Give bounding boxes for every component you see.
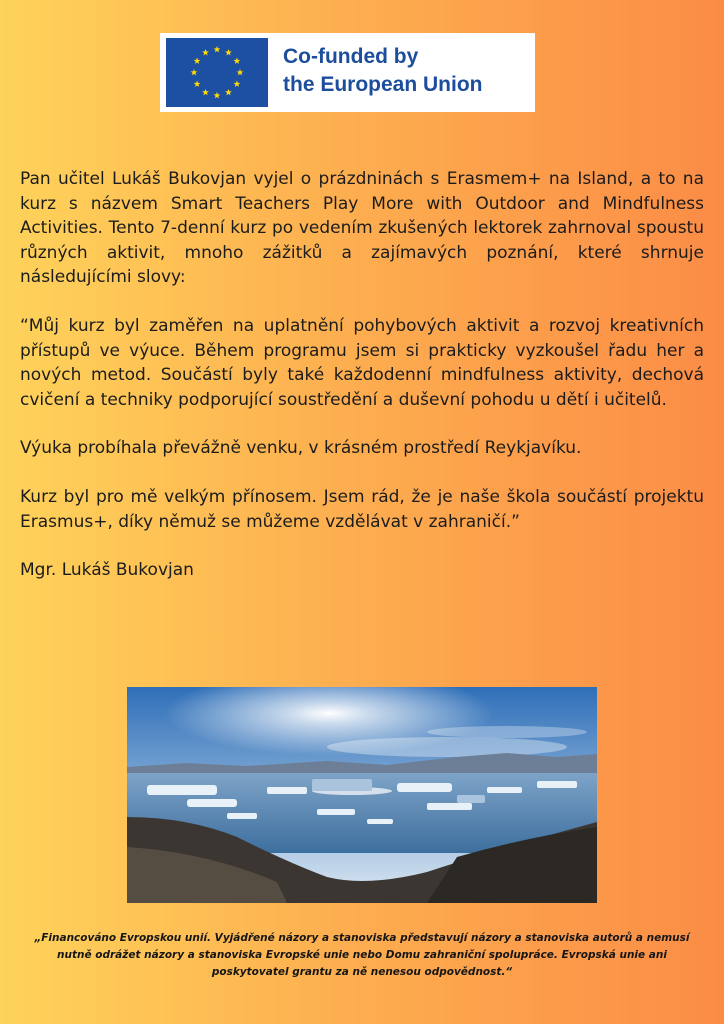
eu-banner-text	[283, 43, 483, 99]
quote-paragraph-2: Výuka probíhala převážně venku, v krásném prostředí Reykjavíku.	[20, 438, 582, 459]
eu-banner-line1: Co-funded by	[283, 45, 419, 68]
intro-paragraph: Pan učitel Lukáš Bukovjan vyjel o prázdninách s Erasmem+ na Island, a to na kurz s názvem Smart Teachers Play More with Outdoor and Mindfulness Activities. Tento 7-denní kurz po vedením zkušených lektorek zahrnoval spoustu různých aktivit, mnoho zážitků a zajímavých poznání, které shrnuje následujícími slovy:	[20, 169, 704, 288]
eu-disclaimer: „Financováno Evropskou unií. Vyjádřené názory a stanoviska představují názory a stanoviska autorů a nemusí nutně odrážet názory a stanoviska Evropské unie nebo Domu zahraniční spolupráce. Evropská unie ani poskytovatel grantu za ně nenesou odpovědnost.“	[34, 932, 690, 978]
quote-paragraph-1: “Můj kurz byl zaměřen na uplatnění pohybových aktivit a rozvoj kreativních přístupů ve výuce. Během programu jsem si prakticky vyzkoušel řadu her a nových metod. Součástí byly také každodenní mindfulness aktivity, dechová cvičení a techniky podporující soustředění a duševní pohodu u dětí i učitelů.	[20, 315, 704, 410]
signature: Mgr. Lukáš Bukovjan	[20, 560, 194, 581]
eu-cofunded-banner	[160, 33, 535, 112]
iceland-lagoon-photo	[127, 687, 597, 903]
eu-banner-line2: the European Union	[283, 73, 483, 96]
article-body	[20, 167, 704, 583]
quote-paragraph-3: Kurz byl pro mě velkým přínosem. Jsem rád, že je naše škola součástí projektu Erasmus+, díky němuž se můžeme vzdělávat v zahraničí.”	[20, 486, 704, 532]
eu-flag-icon	[166, 38, 268, 107]
